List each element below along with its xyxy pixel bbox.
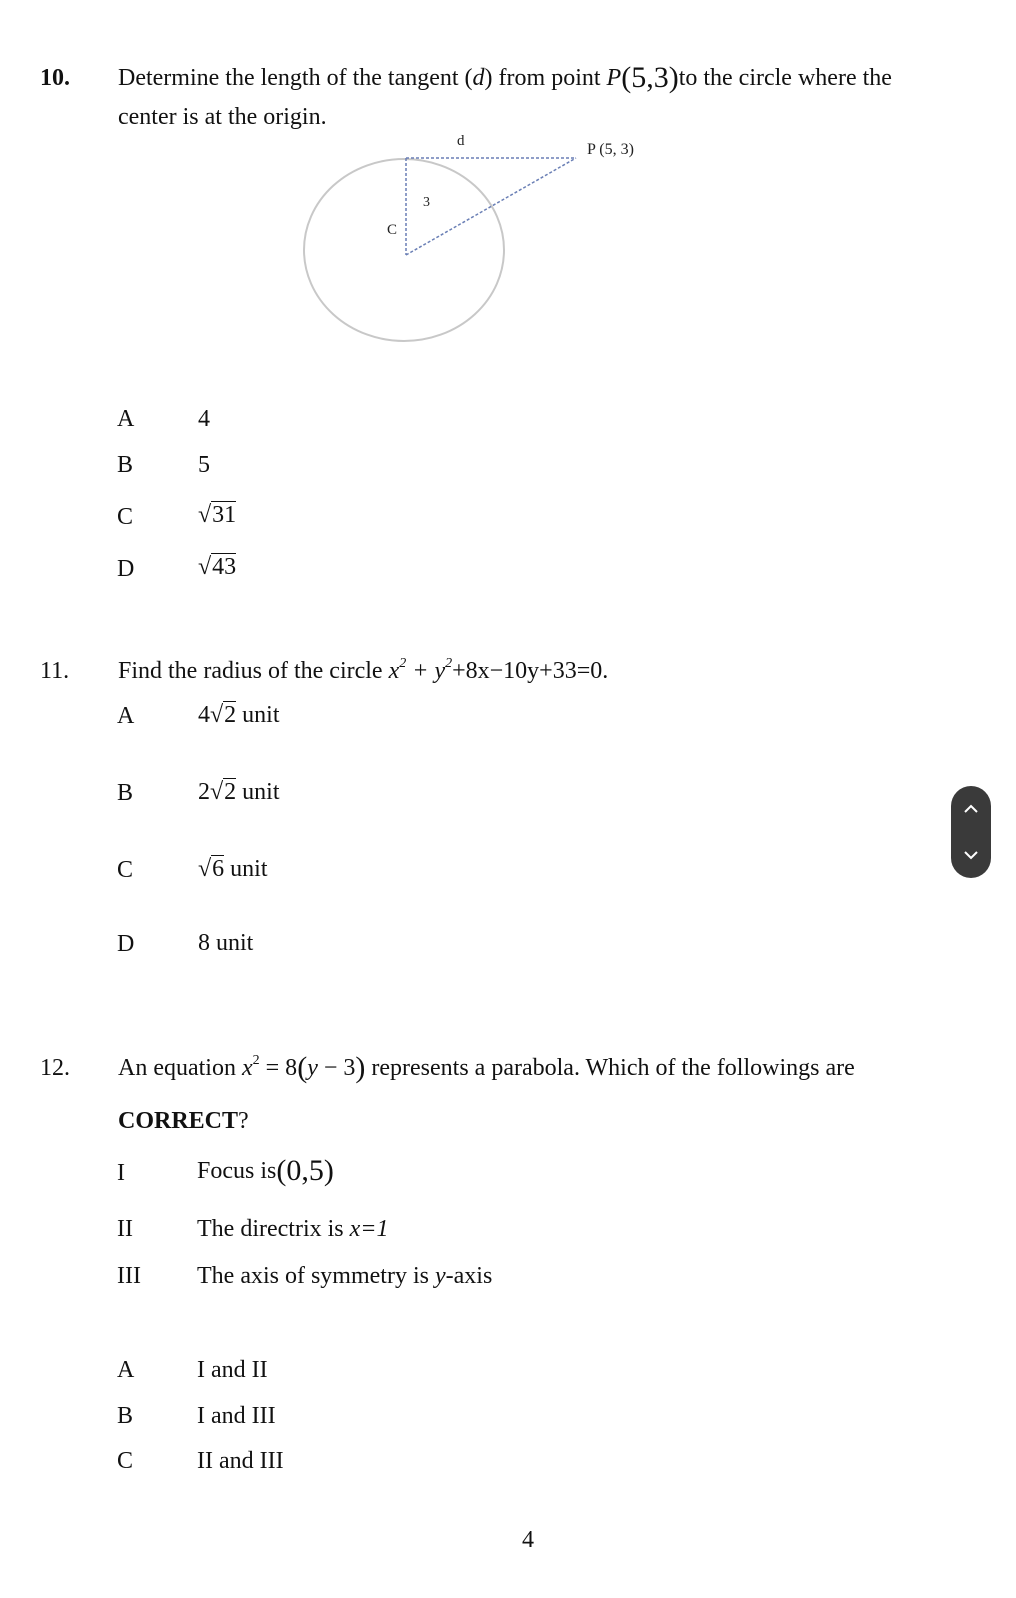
q12-option-b-letter: B [117,1403,134,1429]
radicand: 31 [212,502,237,528]
q10-text-b: ) from point [484,65,607,91]
stmt-math: x=1 [349,1216,389,1242]
q10-option-d-value [198,553,236,581]
q10-option-b-letter: B [117,452,134,478]
q10-option-c-letter: C [117,504,134,530]
label-d: d [457,133,465,149]
statement-2-num: II [117,1216,133,1242]
q11-option-c-value [198,855,268,883]
q10-text-d: d [472,65,485,91]
statement-1-num: I [117,1160,125,1186]
chevron-up-icon [963,804,979,814]
q11-option-b-letter: B [117,780,134,806]
stmt-text: The axis of symmetry is [197,1263,435,1289]
page-number: 4 [522,1527,534,1553]
q11-text: Find the radius of the circle [118,658,389,684]
unit: unit [216,930,254,956]
q12-qmark: ? [238,1108,249,1134]
q11-option-a-value [198,701,280,729]
statement-2-text [197,1215,388,1243]
label-c: C [387,222,398,238]
q12-text-pre: An equation [118,1055,242,1081]
radicand: 43 [212,554,237,580]
q10-point-label: P [606,65,622,91]
page-nav-control [951,786,991,878]
stmt-math: (0,5) [276,1154,334,1187]
q10-option-d-letter: D [117,556,135,582]
sqrt-symbol: √6 [198,856,225,882]
q10-option-a-letter: A [117,406,135,432]
statement-1-text [197,1154,334,1187]
sqrt-symbol: √2 [210,702,237,728]
question-11-number: 11. [40,658,70,684]
value: 8 [198,930,210,956]
radicand: 2 [224,779,237,805]
stmt-math: y [434,1263,446,1289]
q10-option-b-value: 5 [198,452,210,478]
q12-text-post: represents a parabola. Which of the followings are [365,1055,855,1081]
question-12-text-line2 [118,1107,249,1135]
label-3: 3 [423,195,430,210]
coef: 2 [198,779,210,805]
stmt-tail: -axis [445,1263,493,1289]
sqrt-symbol: √43 [198,554,237,580]
label-point-p: P (5, 3) [587,141,634,158]
q12-option-a-value: I and II [197,1357,268,1383]
q12-equation: $x^2 = 8(y - 3)$ [241,1051,366,1084]
q10-point-coords: (5,3) [621,61,679,94]
statement-3-num: III [117,1263,141,1289]
question-10-text-line1 [118,61,892,94]
q10-option-c-value [198,501,236,529]
q11-equation: $x^2 + y^2$ [388,656,453,684]
radicand: 2 [224,702,237,728]
tangent-diagram [290,120,690,360]
radicand: 6 [212,856,225,882]
q12-option-c-letter: C [117,1448,134,1474]
chevron-down-icon [963,850,979,860]
q11-option-a-letter: A [117,703,135,729]
statement-3-text [197,1262,492,1290]
q11-option-d-letter: D [117,931,135,957]
sqrt-symbol: √2 [210,779,237,805]
question-10-number: 10. [40,65,70,91]
stmt-text: The directrix is [197,1216,350,1242]
question-12-number: 12. [40,1055,70,1081]
unit: unit [230,856,268,882]
question-10-text-line2: center is at the origin. [118,104,327,130]
stmt-text: Focus is [197,1158,277,1184]
question-11-text [118,657,608,685]
coef: 4 [198,702,210,728]
hypotenuse-line [406,158,576,255]
unit: unit [242,702,280,728]
q11-option-c-letter: C [117,857,134,883]
q10-option-a-value: 4 [198,406,210,432]
q11-option-d-value [198,929,253,957]
q12-option-b-value: I and III [197,1403,276,1429]
scroll-up-button[interactable] [951,786,991,832]
question-12-text-line1 [118,1051,855,1084]
q11-option-b-value [198,778,280,806]
q12-option-c-value: II and III [197,1448,284,1474]
q10-text-a: Determine the length of the tangent ( [118,65,473,91]
unit: unit [242,779,280,805]
scroll-down-button[interactable] [951,832,991,878]
sqrt-symbol: √31 [198,502,237,528]
q12-option-a-letter: A [117,1357,135,1383]
q12-correct: CORRECT [118,1108,239,1134]
q10-text-c: to the circle where the [678,65,892,91]
q11-equation-tail: +8x−10y+33=0. [452,658,609,684]
circle [304,159,504,341]
